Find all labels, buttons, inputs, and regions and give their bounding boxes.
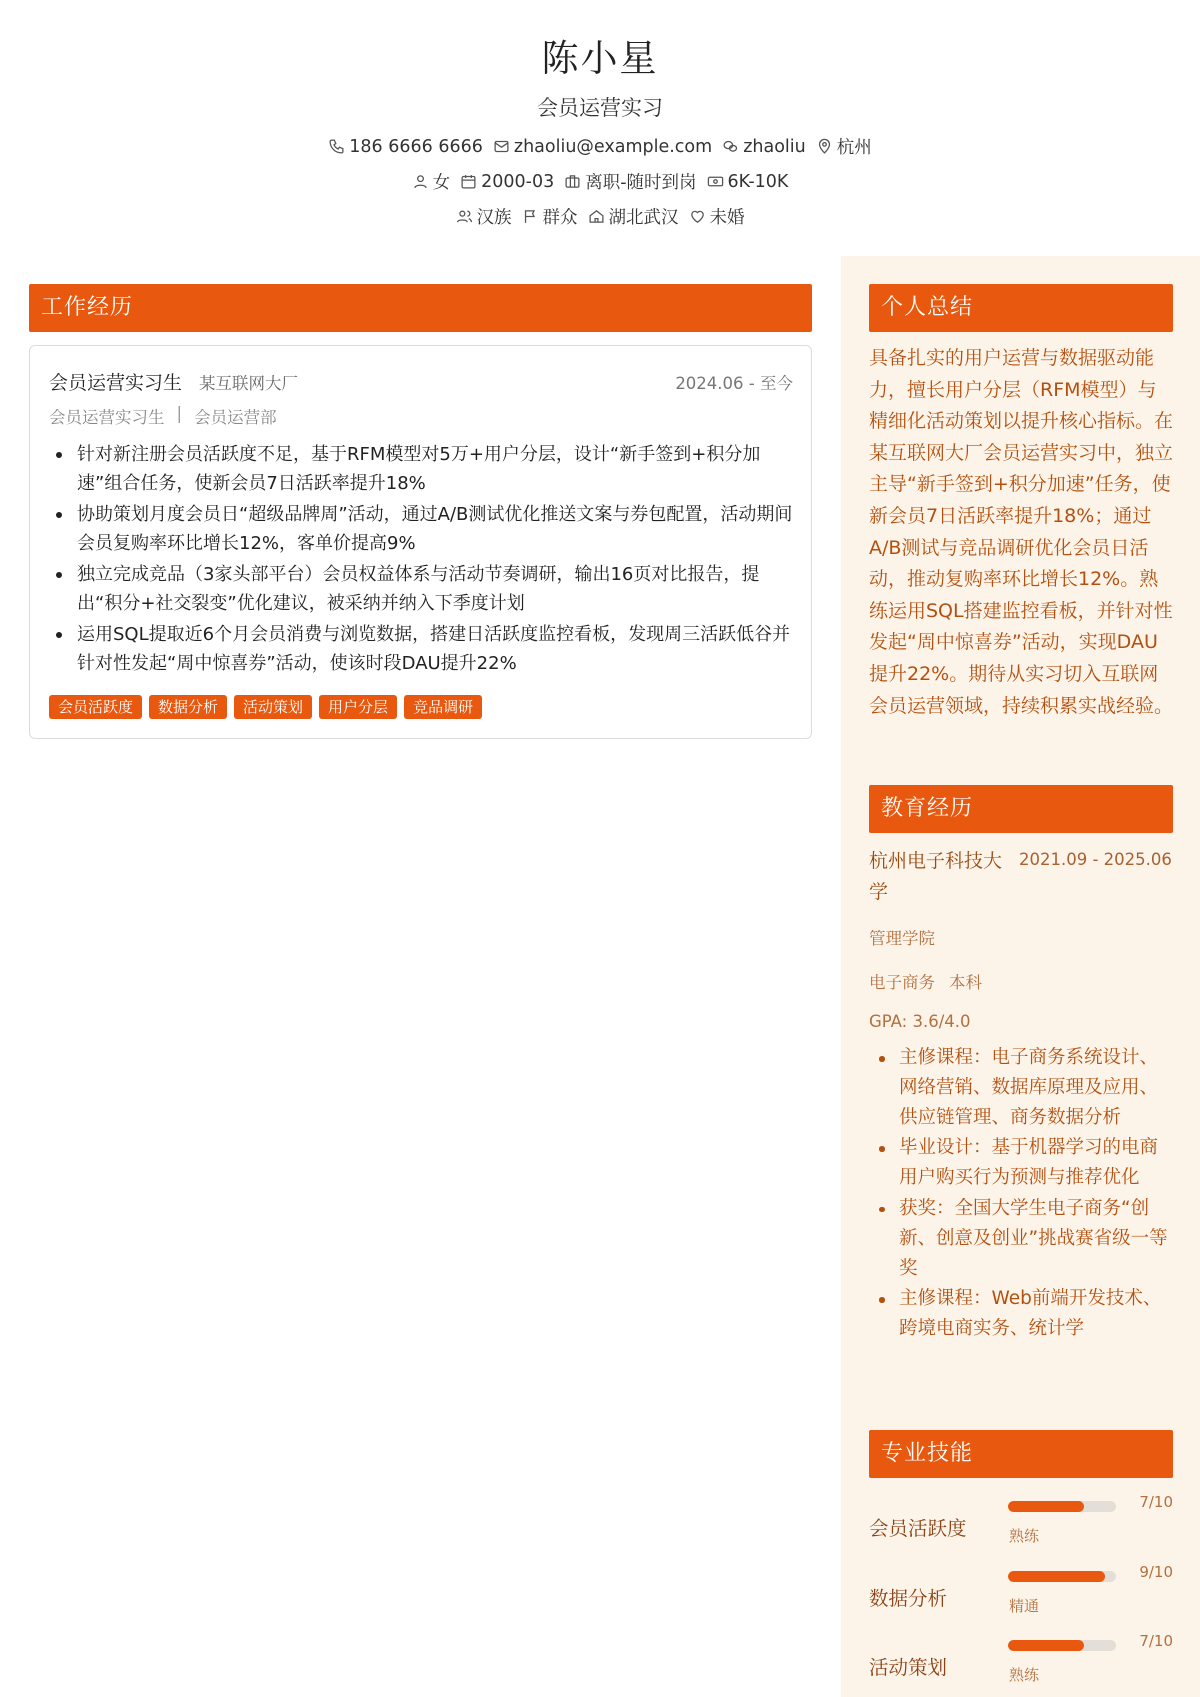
skill-item <box>869 1490 1173 1550</box>
hometown-item <box>588 204 679 229</box>
list-item: 主修课程：Web前端开发技术、跨境电商实务、统计学 <box>869 1284 1173 1344</box>
list-item: 获奖：全国大学生电子商务“创新、创意及创业”挑战赛省级一等奖 <box>869 1194 1173 1283</box>
skill-progress-track <box>1008 1571 1116 1582</box>
gender-text: 女 <box>432 173 451 193</box>
job-subtitle <box>49 404 277 428</box>
work-section-heading: 工作经历 <box>29 284 812 332</box>
education-date: 2021.09 - 2025.06 <box>1019 850 1172 869</box>
skill-item <box>869 1560 1173 1620</box>
skill-score: 9/10 <box>1139 1563 1173 1581</box>
list-item: 独立完成竞品（3家头部平台）会员权益体系与活动节奏调研，输出16页对比报告，提出“积分+社交裂变”优化建议，被采纳并纳入下季度计划 <box>49 560 794 618</box>
job-intention: 会员运营实习 <box>537 96 663 120</box>
gpa-text: GPA: 3.6/4.0 <box>869 1012 971 1031</box>
skill-progress-fill <box>1008 1501 1084 1512</box>
job-department: 会员运营部 <box>194 408 277 427</box>
home-icon <box>588 208 605 225</box>
status-text: 离职-随时到岗 <box>585 173 697 193</box>
major-name: 电子商务 <box>869 973 935 992</box>
ethnicity-item <box>456 204 512 229</box>
skill-tag: 竞品调研 <box>404 695 482 719</box>
marital-item <box>689 204 745 229</box>
summary-text: 具备扎实的用户运营与数据驱动能力，擅长用户分层（RFM模型）与精细化活动策划以提升核心指标。在某互联网大厂会员运营实习中，独立主导“新手签到+积分加速”任务，使新会员7日活跃率提升18%；通过A/B测试与竞品调研优化会员日活动，推动复购率环比增长12%。熟练运用SQL搭建监控看板，并针对性发起“周中惊喜券”活动，实现DAU提升22%。期待从实习切入互联网会员运营领域，持续积累实战经验。 <box>869 347 1174 717</box>
calendar-icon <box>460 173 477 190</box>
skill-progress-track <box>1008 1501 1116 1512</box>
flag-icon <box>522 208 539 225</box>
users-icon <box>456 208 473 225</box>
briefcase-icon <box>564 173 581 190</box>
skill-tag-list <box>49 695 482 719</box>
hometown-text: 湖北武汉 <box>608 208 679 228</box>
gender-item <box>412 169 451 194</box>
skill-tag: 会员活跃度 <box>49 695 142 719</box>
job-position: 会员运营实习生 <box>49 408 165 427</box>
college-name: 管理学院 <box>869 929 935 948</box>
marital-text: 未婚 <box>709 208 745 228</box>
school-name: 杭州电子科技大学 <box>869 850 1003 903</box>
skill-item <box>869 1629 1173 1689</box>
ethnicity-text: 汉族 <box>476 208 512 228</box>
phone-icon <box>328 138 345 155</box>
personal-info-row <box>0 204 1200 229</box>
education-section-heading: 教育经历 <box>869 785 1173 833</box>
skill-progress-fill <box>1008 1571 1105 1582</box>
politics-text: 群众 <box>542 208 578 228</box>
location-pin-icon <box>816 138 833 155</box>
skill-level: 熟练 <box>1009 1666 1040 1684</box>
city-text: 杭州 <box>836 138 872 158</box>
phone-item <box>328 137 483 157</box>
status-item <box>564 169 696 194</box>
mail-icon <box>493 138 510 155</box>
politics-item <box>522 204 578 229</box>
wechat-icon <box>722 138 739 155</box>
degree-name: 本科 <box>949 973 982 992</box>
skill-level: 精通 <box>1009 1597 1040 1615</box>
job-separator: | <box>176 404 183 423</box>
skills-section-heading: 专业技能 <box>869 1430 1173 1478</box>
major-row <box>869 969 982 993</box>
birth-text: 2000-03 <box>481 171 555 192</box>
skill-progress-track <box>1008 1640 1116 1651</box>
wechat-item <box>722 137 806 157</box>
money-icon <box>707 173 724 190</box>
wechat-text: zhaoliu <box>743 136 806 157</box>
skill-score: 7/10 <box>1139 1632 1173 1650</box>
job-bullet-list <box>49 440 794 680</box>
contact-row <box>0 134 1200 159</box>
candidate-name: 陈小星 <box>541 37 659 80</box>
job-role: 会员运营实习生 <box>49 372 183 394</box>
skill-level: 熟练 <box>1009 1527 1040 1545</box>
skill-progress-fill <box>1008 1640 1084 1651</box>
phone-text: 186 6666 6666 <box>349 136 483 157</box>
list-item: 主修课程：电子商务系统设计、网络营销、数据库原理及应用、供应链管理、商务数据分析 <box>869 1043 1173 1132</box>
email-text: zhaoliu@example.com <box>513 136 713 157</box>
list-item: 协助策划月度会员日“超级品牌周”活动，通过A/B测试优化推送文案与券包配置，活动期间会员复购率环比增长12%，客单价提高9% <box>49 500 794 558</box>
list-item: 运用SQL提取近6个月会员消费与浏览数据，搭建日活跃度监控看板，发现周三活跃低谷并针对性发起“周中惊喜券”活动，使该时段DAU提升22% <box>49 620 794 678</box>
skill-tag: 数据分析 <box>149 695 227 719</box>
summary-section-heading: 个人总结 <box>869 284 1173 332</box>
skill-score: 7/10 <box>1139 1493 1173 1511</box>
skill-name: 数据分析 <box>869 1587 948 1610</box>
skill-tag: 活动策划 <box>234 695 312 719</box>
job-card <box>29 345 812 739</box>
skill-name: 会员活跃度 <box>869 1517 967 1540</box>
list-item: 毕业设计：基于机器学习的电商用户购买行为预测与推荐优化 <box>869 1133 1173 1193</box>
email-item <box>493 137 712 157</box>
skill-tag: 用户分层 <box>319 695 397 719</box>
city-item <box>816 134 872 159</box>
job-date: 2024.06 - 至今 <box>675 374 793 393</box>
salary-item <box>707 172 789 192</box>
list-item: 针对新注册会员活跃度不足，基于RFM模型对5万+用户分层，设计“新手签到+积分加速”组合任务，使新会员7日活跃率提升18% <box>49 440 794 498</box>
birth-item <box>460 172 554 192</box>
heart-icon <box>689 208 706 225</box>
skill-name: 活动策划 <box>869 1656 948 1679</box>
education-bullet-list <box>869 1043 1173 1345</box>
job-company: 某互联网大厂 <box>199 374 298 393</box>
user-icon <box>412 173 429 190</box>
basic-info-row <box>0 169 1200 194</box>
salary-text: 6K-10K <box>727 171 789 192</box>
